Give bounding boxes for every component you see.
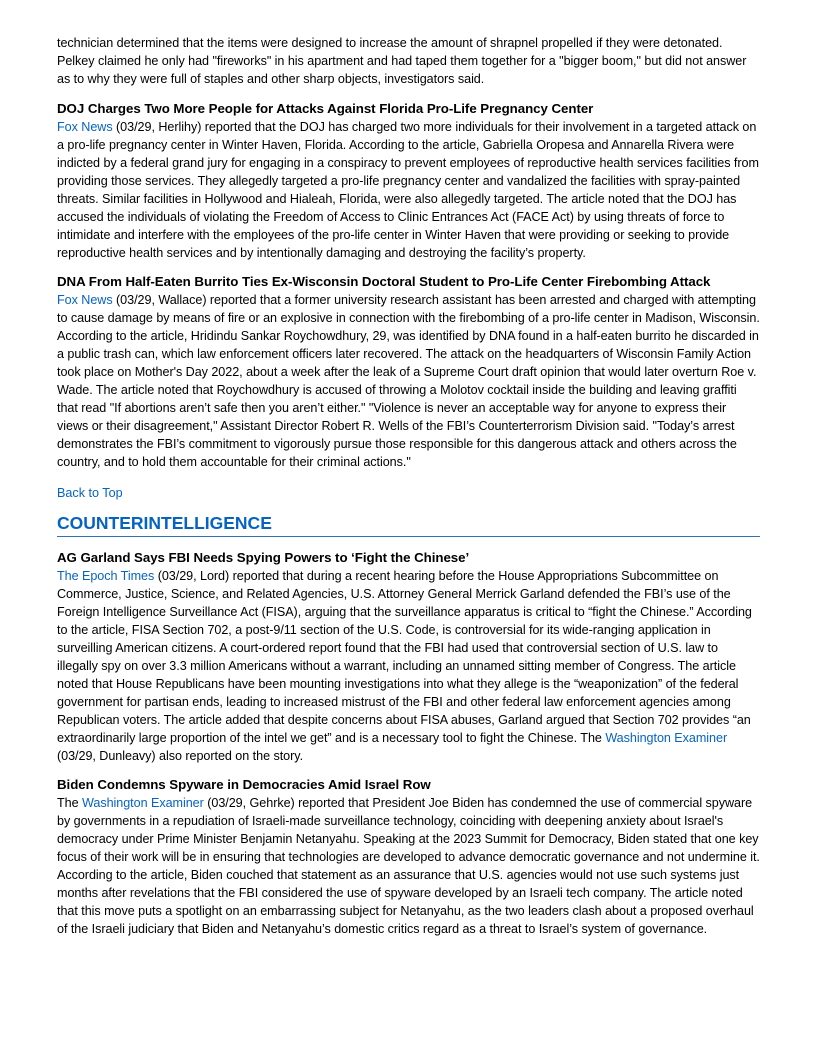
article-garland-fisa: [57, 548, 760, 765]
source-link-fox-news[interactable]: Fox News: [57, 293, 113, 307]
article-body: [57, 794, 760, 938]
source-link-washington-examiner[interactable]: Washington Examiner: [605, 731, 728, 745]
article-body: [57, 118, 760, 262]
article-biden-spyware: [57, 775, 760, 938]
article-headline: Biden Condemns Spyware in Democracies Amid Israel Row: [57, 777, 431, 792]
article-text: (03/29, Herlihy) reported that the DOJ has charged two more individuals for their involvement in a targeted attack on a pro-life pregnancy center in Winter Haven, Florida. According to the article, Gabriella Oropesa and Annarella Rivera were indicted by a federal grand jury for engaging in a conspiracy to prevent employees of reproductive health services facilities from providing those services. They allegedly targeted a pro-life pregnancy center and vandalized the facilities with spray-painted threats. Similar facilities in Hollywood and Hialeah, Florida, were also allegedly targeted. The article noted that the DOJ has accused the individuals of violating the Freedom of Access to Clinic Entrances Act (FACE Act) by using threats of force to intimidate and interfere with the employees of the pro-life center in Winter Haven that were providing or seeking to provide reproductive health services and by intentionally damaging and destroying the facility’s property.: [57, 120, 759, 260]
section-heading-counterintelligence: COUNTERINTELLIGENCE: [57, 512, 760, 537]
article-doj-charges: [57, 99, 760, 262]
source-link-washington-examiner[interactable]: Washington Examiner: [82, 796, 204, 810]
article-text: (03/29, Dunleavy) also reported on the story.: [57, 749, 304, 763]
article-headline: AG Garland Says FBI Needs Spying Powers to ‘Fight the Chinese’: [57, 550, 470, 565]
source-link-epoch-times[interactable]: The Epoch Times: [57, 569, 155, 583]
source-link-fox-news[interactable]: Fox News: [57, 120, 113, 134]
continued-paragraph: technician determined that the items were designed to increase the amount of shrapnel propelled if they were detonated. Pelkey claimed he only had "fireworks" in his apartment and had taped them together for a "bigger boom," but did not answer as to why they were full of staples and other sharp objects, investigators said.: [57, 36, 747, 86]
article-dna-burrito: [57, 272, 760, 471]
article-text: The: [57, 796, 82, 810]
article-text: (03/29, Wallace) reported that a former university research assistant has been arrested and charged with attempting to cause damage by means of fire or an explosive in connection with the firebombing of a pro-life center in Madison, Wisconsin. According to the article, Hridindu Sankar Roychowdhury, 29, was identified by DNA found in a half-eaten burrito he discarded in a public trash can, which law enforcement officers later recovered. The attack on the headquarters of Wisconsin Family Action took place on Mother's Day 2022, about a week after the leak of a Supreme Court draft opinion that would later overturn Roe v. Wade. The article noted that Roychowdhury is accused of throwing a Molotov cocktail inside the building and leaving graffiti that read "If abortions aren’t safe then you aren’t either." "Violence is never an acceptable way for anyone to express their views or their disagreement," Assistant Director Robert R. Wells of the FBI’s Counterterrorism Division said. "Today’s arrest demonstrates the FBI’s commitment to vigorously pursue those responsible for this dangerous attack and others across the country, and to hold them accountable for their criminal actions.": [57, 293, 760, 469]
article-headline: DNA From Half-Eaten Burrito Ties Ex-Wisconsin Doctoral Student to Pro-Life Center Firebombing Attack: [57, 274, 711, 289]
back-to-top-link[interactable]: Back to Top: [57, 486, 123, 500]
article-text: (03/29, Gehrke) reported that President Joe Biden has condemned the use of commercial spyware by governments in a repudiation of Israeli-made surveillance technology, coinciding with deepening anxiety about Israel's democracy under Prime Minister Benjamin Netanyahu. Speaking at the 2023 Summit for Democracy, Biden stated that one key focus of their work will be in ensuring that technologies are developed to advance democratic governance and not undermine it. According to the article, Biden couched that statement as an assurance that U.S. agencies would not use such systems just months after revelations that the FBI considered the use of spyware developed by an Israeli tech company. The article noted that this move puts a spotlight on an embarrassing subject for Netanyahu, as the two leaders clash about a proposed overhaul of the Israeli judiciary that Biden and Netanyahu’s domestic critics regard as a threat to Israel’s system of governance.: [57, 796, 760, 936]
article-body: [57, 291, 760, 471]
article-text: (03/29, Lord) reported that during a recent hearing before the House Appropriations Subcommittee on Commerce, Justice, Science, and Related Agencies, U.S. Attorney General Merrick Garland defended the FBI’s use of the Foreign Intelligence Surveillance Act (FISA), arguing that the surveillance apparatus is critical to “fight the Chinese.” According to the article, FISA Section 702, a post-9/11 section of the U.S. Code, is controversial for its wide-ranging application in surveilling American citizens. A court-ordered report found that the FBI had used that controversial section of U.S. law to illegally spy on over 3.3 million Americans without a warrant, including an unnamed sitting member of Congress. The article noted that House Republicans have been mounting investigations into what they allege is the “weaponization” of the federal government for partisan ends, leading to increased mistrust of the FBI and other federal law enforcement agencies among Republican voters. The article added that despite concerns about FISA abuses, Garland argued that Section 702 provides “an extraordinarily large proportion of the intel we get” and is a necessary tool to fight the Chinese. The: [57, 569, 752, 745]
page-content: [57, 34, 760, 948]
article-body: [57, 567, 760, 765]
article-headline: DOJ Charges Two More People for Attacks Against Florida Pro-Life Pregnancy Center: [57, 101, 594, 116]
